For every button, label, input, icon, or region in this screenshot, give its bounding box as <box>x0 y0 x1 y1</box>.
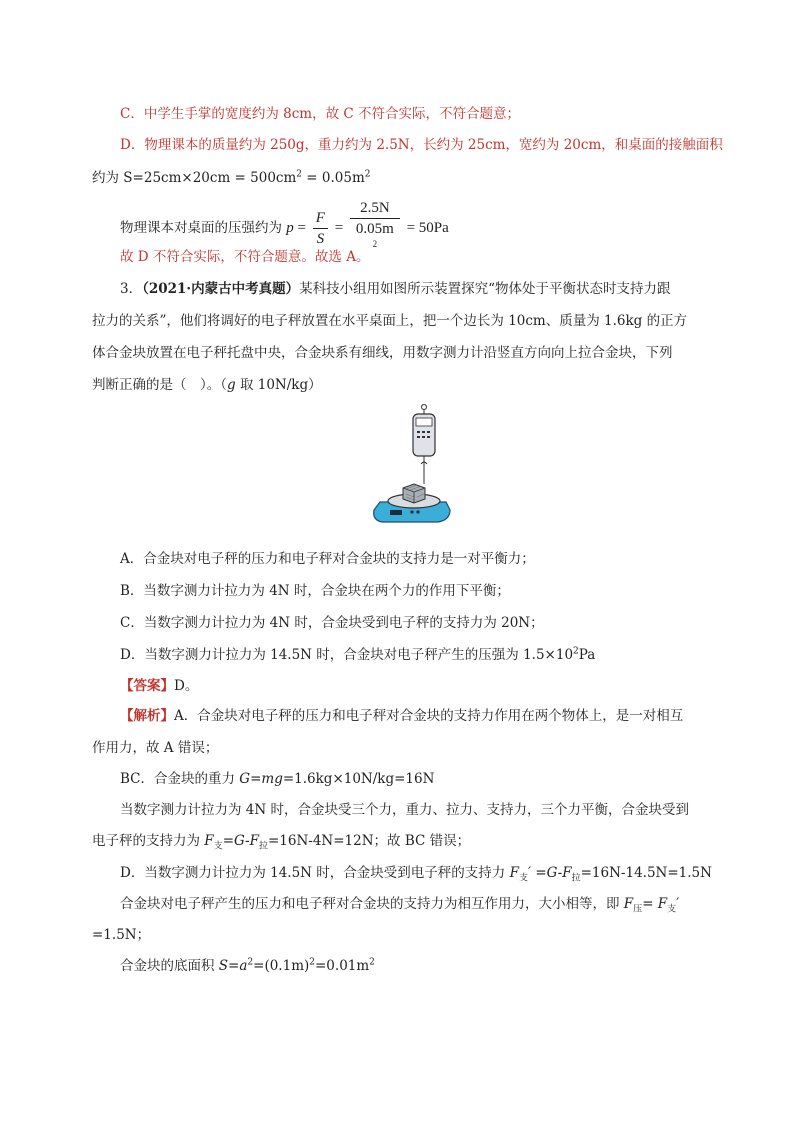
option-a: A．合金块对电子秤的压力和电子秤对合金块的支持力是一对平衡力； <box>120 551 535 567</box>
question-source: （2021·内蒙古中考真题） <box>142 281 300 297</box>
bc-result: =16N-4N=12N；故 BC 错误； <box>267 833 471 849</box>
equals-sign: = <box>293 220 310 236</box>
force-formula: =G-F <box>222 833 259 849</box>
analysis-line-2: 作用力，故 A 错误； <box>92 740 219 756</box>
option-d <box>120 645 595 665</box>
area-text: 合金块的底面积 <box>120 958 219 974</box>
d-line-1 <box>120 863 712 883</box>
option-c: C．当数字测力计拉力为 4N 时，合金块受到电子秤的支持力为 20N； <box>120 615 544 631</box>
gravity-formula: G=mg <box>239 771 283 787</box>
question-number: 3． <box>120 281 143 297</box>
prime-mark: ′ <box>676 896 680 912</box>
gravity-value: =1.6kg×10N/kg=16N <box>282 771 435 787</box>
analysis-line-1 <box>120 706 683 726</box>
superscript: 2 <box>364 169 371 180</box>
pressure-result: = 50Pa <box>402 220 449 236</box>
g-symbol: g <box>227 377 236 393</box>
answer-line <box>120 676 198 696</box>
option-d-line-2 <box>92 168 371 188</box>
area-result: =0.01m <box>315 958 370 974</box>
option-d-unit: Pa <box>578 647 596 663</box>
question-3-line-4 <box>92 375 322 395</box>
option-b: B．当数字测力计拉力为 4N 时，合金块在两个力的作用下平衡； <box>120 583 510 599</box>
question-text: 某科技小组用如图所示装置探究“物体处于平衡状态时支持力跟 <box>299 281 671 297</box>
option-d-text: D．当数字测力计拉力为 14.5N 时，合金块对电子秤产生的压强为 1.5×10 <box>120 647 574 663</box>
analysis-tag: 【解析】 <box>120 708 174 724</box>
subscript: 支 <box>213 841 223 852</box>
answer-value: D。 <box>174 678 199 694</box>
fraction-den-text: 0.05m <box>355 221 394 237</box>
question-text: 判断正确的是（ ）。（ <box>92 377 227 393</box>
bc-line-1 <box>120 769 434 789</box>
scale-button <box>410 510 413 513</box>
area-calc-text: 约为 S=25cm×20cm = 500cm <box>92 170 297 186</box>
conclusion-line: 故 D 不符合实际，不符合题意。故选 A。 <box>120 249 370 265</box>
option-c-line: C．中学生手掌的宽度约为 8cm，故 C 不符合实际，不符合题意； <box>120 106 520 122</box>
question-3-line-3: 体合金块放置在电子秤托盘中央，合金块系有细线，用数字测力计沿竖直方向向上拉合金块，下列 <box>92 345 673 361</box>
question-3-line-1 <box>120 279 671 299</box>
area-line <box>120 956 375 976</box>
equals-sign: = <box>330 220 347 236</box>
subscript: 拉 <box>571 873 581 884</box>
fraction-f-over-s <box>313 208 328 249</box>
bc-line-3 <box>92 831 470 851</box>
subscript: 支 <box>667 904 677 915</box>
d-text: 合金块对电子秤产生的压力和电子秤对合金块的支持力为相互作用力，大小相等，即 <box>120 896 624 912</box>
d-text: D．当数字测力计拉力为 14.5N 时，合金块受到电子秤的支持力 <box>120 865 510 881</box>
area-calc: =(0.1m) <box>253 958 310 974</box>
force-meter-display <box>416 418 432 426</box>
scale-display <box>390 510 402 515</box>
superscript: 2 <box>573 646 579 657</box>
superscript: 2 <box>369 957 375 968</box>
fraction-numerator: 2.5N <box>350 198 400 219</box>
area-calc-result: = 0.05m <box>302 170 365 186</box>
analysis-text: A．合金块对电子秤的压力和电子秤对合金块的支持力作用在两个物体上，是一对相互 <box>174 708 684 724</box>
scale-button <box>416 510 419 513</box>
area-formula: S=a <box>218 958 248 974</box>
question-text: 取 10N/kg） <box>235 377 322 393</box>
superscript: 2 <box>309 957 315 968</box>
d-line-3: =1.5N； <box>92 927 151 943</box>
superscript: 2 <box>296 169 303 180</box>
superscript: 2 <box>247 957 254 968</box>
pressure-label: 物理课本对桌面的压强约为 <box>120 220 287 236</box>
pressure-symbol: p <box>286 220 294 236</box>
option-d-line-1: D．物理课本的质量约为 250g，重力约为 2.5N，长约为 25cm，宽约为 20cm，和桌面的接触面积 <box>120 137 723 153</box>
subscript: 拉 <box>258 841 268 852</box>
question-3-line-2: 拉力的关系”，他们将调好的电子秤放置在水平桌面上，把一个边长为 10cm、质量为 1.6kg 的正方 <box>92 313 688 329</box>
bc-text: 电子秤的支持力为 <box>92 833 205 849</box>
fraction-numerator: F <box>313 208 328 229</box>
force-symbol: F <box>204 833 214 849</box>
force-symbol: F <box>509 865 519 881</box>
force-formula: = F <box>642 896 668 912</box>
force-symbol: F <box>623 896 634 912</box>
electronic-scale-illustration <box>368 404 452 528</box>
answer-tag: 【答案】 <box>120 678 174 694</box>
force-formula: ′ =G-F <box>527 865 572 881</box>
d-line-2 <box>120 894 679 914</box>
bc-text: BC．合金块的重力 <box>120 771 240 787</box>
bc-line-2: 当数字测力计拉力为 4N 时，合金块受三个力，重力、拉力、支持力，三个力平衡，合金块受到 <box>120 802 689 818</box>
d-result: =16N-14.5N=1.5N <box>580 865 712 881</box>
subscript: 支 <box>518 873 528 884</box>
hook-ring <box>422 405 427 410</box>
fraction-denominator: S <box>316 231 325 247</box>
subscript: 压 <box>633 904 643 915</box>
superscript: 2 <box>372 239 378 249</box>
